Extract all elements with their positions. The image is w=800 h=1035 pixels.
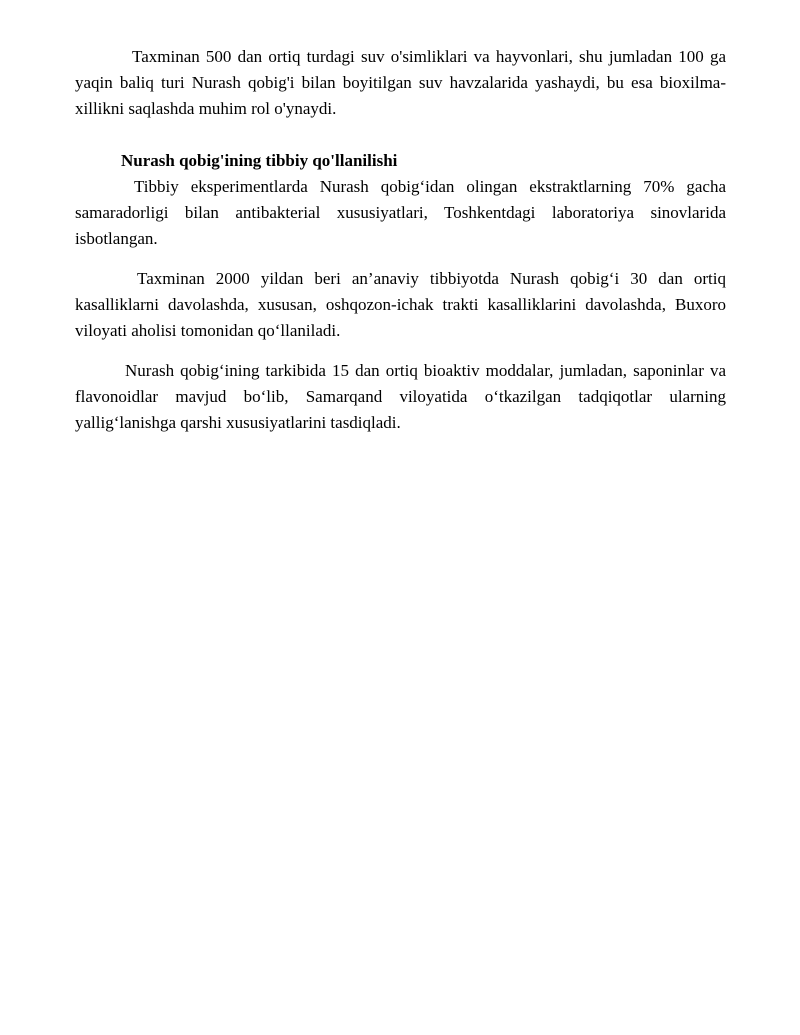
paragraph-bioactive-substances: Nurash qobig‘ining tarkibida 15 dan ortiq bioaktiv moddalar, jumladan, saponinlar va flavonoidlar mavjud bo‘lib, Samarqand viloyatida o‘tkazilgan tadqiqotlar ularning yallig‘lanishga qarshi xususiyatlarini tasdiqladi.: [75, 361, 726, 432]
paragraph-antibacterial: Tibbiy eksperimentlarda Nurash qobig‘idan olingan ekstraktlarning 70% gacha samaradorligi bilan antibakterial xususiyatlari, Toshkentdagi laboratoriya sinovlarida isbotlangan.: [75, 177, 726, 248]
paragraph-traditional-medicine: Taxminan 2000 yildan beri an’anaviy tibbiyotda Nurash qobig‘i 30 dan ortiq kasalliklarni davolashda, xususan, oshqozon-ichak trakti kasalliklarini davolashda, Buxoro viloyati aholisi tomonidan qo‘llaniladi.: [75, 269, 726, 340]
section-heading: Nurash qobig'ining tibbiy qo'llanilishi: [121, 151, 398, 170]
document-body: [75, 44, 726, 436]
paragraph-biodiversity: Taxminan 500 dan ortiq turdagi suv o'simliklari va hayvonlari, shu jumladan 100 ga yaqin baliq turi Nurash qobig'i bilan boyitilgan suv havzalarida yashaydi, bu esa bioxilma-xillikni saqlashda muhim rol o'ynaydi.: [75, 47, 726, 118]
